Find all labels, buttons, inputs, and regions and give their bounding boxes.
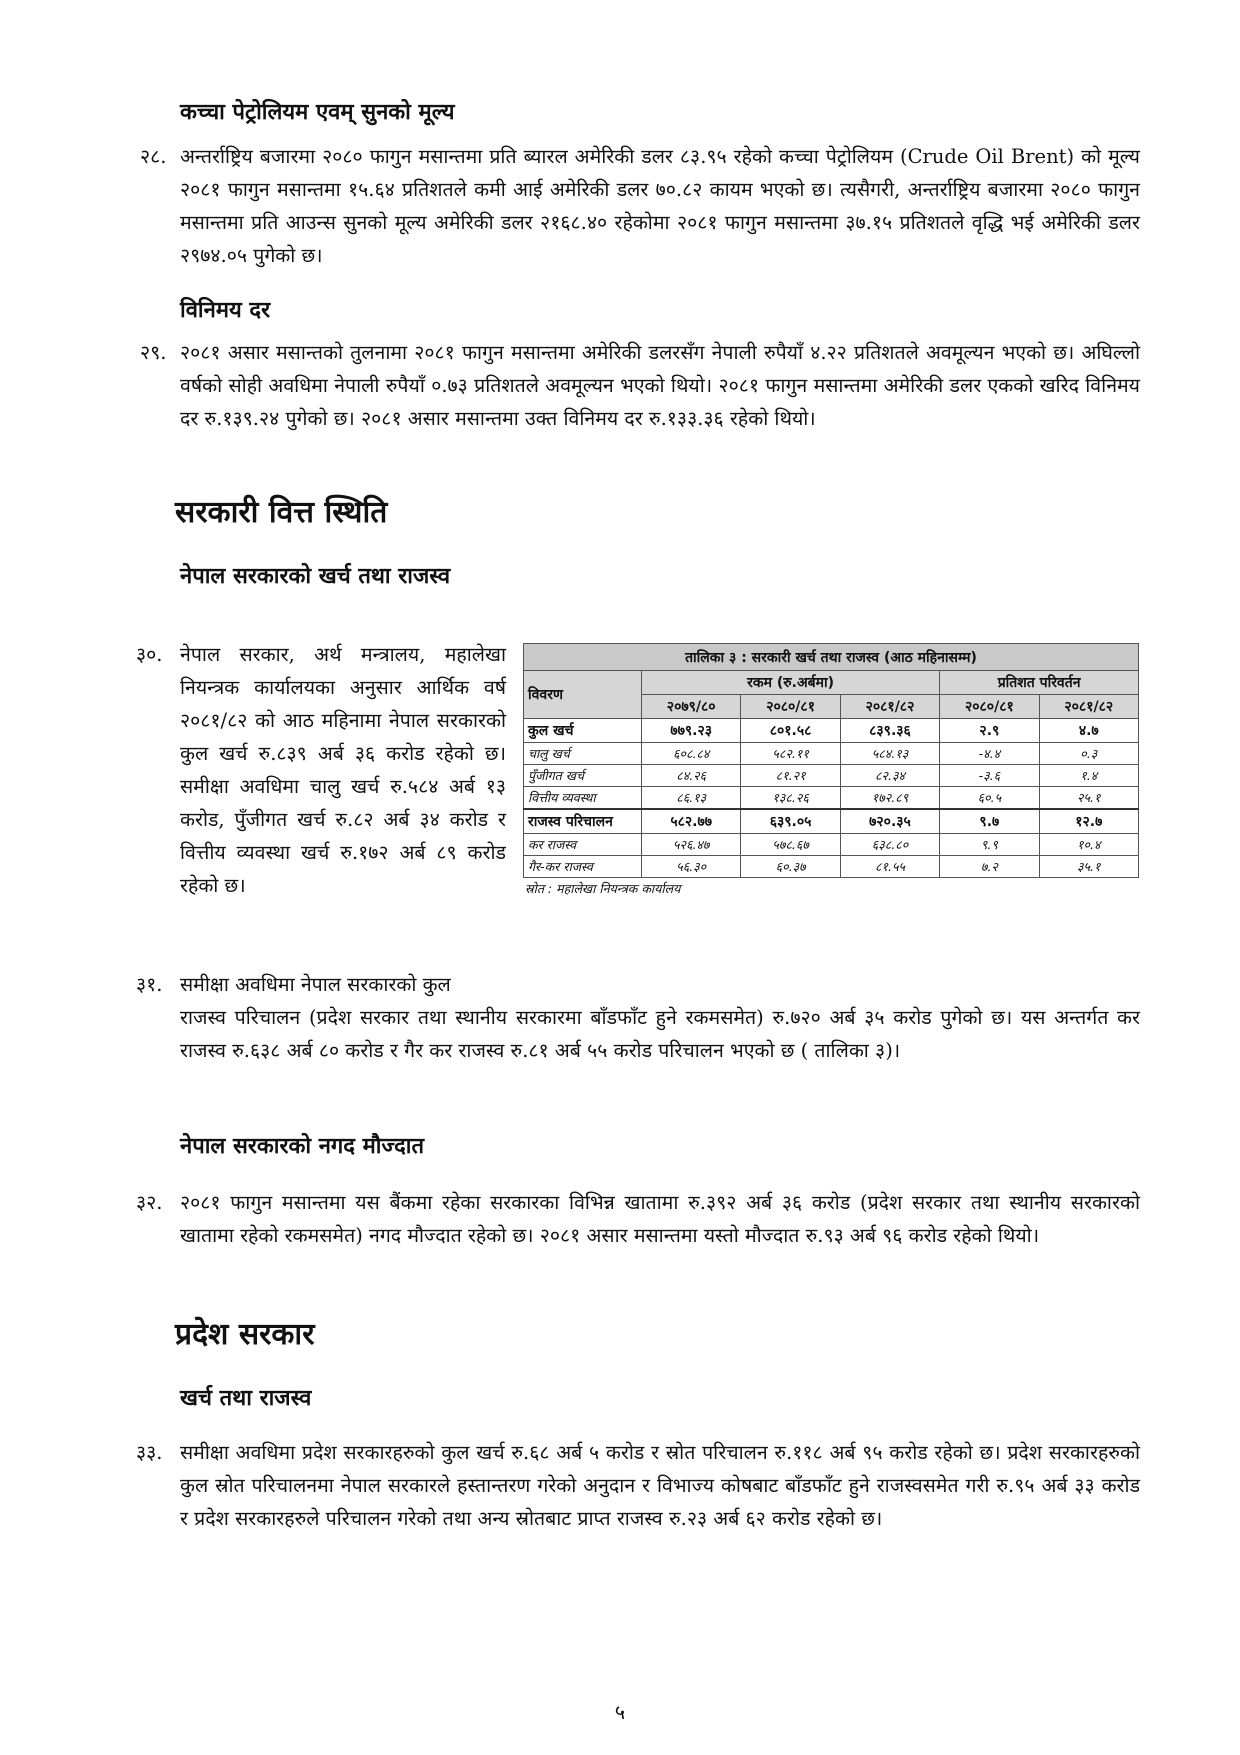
header-description: विवरण — [524, 671, 642, 719]
table-cell: ५८२.७७ — [642, 809, 741, 834]
header-year: २०८१/८२ — [840, 695, 939, 719]
paragraph-31-first-line: समीक्षा अवधिमा नेपाल सरकारको कुल — [180, 973, 451, 996]
section-heading-gov-finance: सरकारी वित्त स्थिति — [175, 495, 388, 530]
table-cell: ५२६.४७ — [642, 834, 741, 856]
table-cell: ८३९.३६ — [840, 719, 939, 743]
table-cell: ५८४.१३ — [840, 743, 939, 765]
table-cell: ८६.१३ — [642, 787, 741, 810]
table-cell: ८४.२६ — [642, 765, 741, 787]
table-cell: १२.७ — [1039, 809, 1138, 834]
table-cell: ७७९.२३ — [642, 719, 741, 743]
table-cell: ०.३ — [1039, 743, 1138, 765]
table-cell: ५८२.११ — [741, 743, 840, 765]
header-amount-group: रकम (रु.अर्बमा) — [642, 671, 940, 695]
table-row — [524, 834, 1139, 856]
row-label: पुँजीगत खर्च — [524, 765, 642, 787]
table-cell: ८२.३४ — [840, 765, 939, 787]
table-cell: २५.१ — [1039, 787, 1138, 810]
row-label: वित्तीय व्यवस्था — [524, 787, 642, 810]
expenditure-revenue-table — [523, 643, 1139, 878]
table-caption: तालिका ३ : सरकारी खर्च तथा राजस्व (आठ महिनासम्म) — [524, 644, 1139, 671]
table-cell: ७.२ — [940, 856, 1039, 878]
header-year: २०७९/८० — [642, 695, 741, 719]
table-cell: १३८.२६ — [741, 787, 840, 810]
paragraph-30: नेपाल सरकार, अर्थ मन्त्रालय, महालेखा नियन्त्रक कार्यालयका अनुसार आर्थिक वर्ष २०८१/८२ को आठ महिनामा नेपाल सरकारको कुल खर्च रु.८३९ अर्ब ३६ करोड रहेको छ। समीक्षा अवधिमा चालु खर्च रु.५८४ अर्ब १३ करोड, पुँजीगत खर्च रु.८२ अर्ब ३४ करोड र वित्तीय व्यवस्था खर्च रु.१७२ अर्ब ८९ करोड रहेको छ। — [180, 643, 506, 897]
paragraph-number: ३३. — [136, 1441, 163, 1464]
table-cell: २.९ — [940, 719, 1039, 743]
table-3-container — [523, 643, 1139, 897]
table-source-note: स्रोत : महालेखा नियन्त्रक कार्यालय — [525, 881, 681, 896]
row-label: गैर-कर राजस्व — [524, 856, 642, 878]
table-cell: ९.७ — [940, 809, 1039, 834]
paragraph-number: ३०. — [136, 643, 163, 666]
table-cell: -४.४ — [940, 743, 1039, 765]
table-cell: ५६.३० — [642, 856, 741, 878]
section-heading-exchange-rate: विनिमय दर — [180, 297, 271, 323]
table-cell: १०.४ — [1039, 834, 1138, 856]
paragraph-number: ३२. — [136, 1191, 163, 1214]
paragraph-33: समीक्षा अवधिमा प्रदेश सरकारहरुको कुल खर्च रु.६८ अर्ब ५ करोड र स्रोत परिचालन रु.११८ अर्ब ९५ करोड रहेको छ। प्रदेश सरकारहरुको कुल स्रोत परिचालनमा नेपाल सरकारले हस्तान्तरण गरेको अनुदान र विभाज्य कोषबाट बाँडफाँट हुने राजस्वसमेत गरी रु.९५ अर्ब ३३ करोड र प्रदेश सरकारहरुले परिचालन गरेको तथा अन्य स्रोतबाट प्राप्त राजस्व रु.२३ अर्ब ६२ करोड रहेको छ। — [180, 1441, 1140, 1530]
section-heading-provincial-government: प्रदेश सरकार — [175, 1317, 315, 1352]
paragraph-31: राजस्व परिचालन (प्रदेश सरकार तथा स्थानीय सरकारमा बाँडफाँट हुने रकमसमेत) रु.७२० अर्ब ३५ करोड पुगेको छ। यस अन्तर्गत कर राजस्व रु.६३८ अर्ब ८० करोड र गैर कर राजस्व रु.८१ अर्ब ५५ करोड परिचालन भएको छ ( तालिका ३)। — [180, 1006, 1140, 1062]
row-label: कुल खर्च — [524, 719, 642, 743]
row-label: चालु खर्च — [524, 743, 642, 765]
table-cell: -३.६ — [940, 765, 1039, 787]
table-row — [524, 743, 1139, 765]
table-cell: १.४ — [1039, 765, 1138, 787]
table-cell: १७२.८९ — [840, 787, 939, 810]
table-row — [524, 719, 1139, 743]
paragraph-number: २८. — [140, 145, 167, 168]
header-percent-change-group: प्रतिशत परिवर्तन — [940, 671, 1139, 695]
table-row — [524, 765, 1139, 787]
table-cell: ८१.२१ — [741, 765, 840, 787]
table-cell: ६०.३७ — [741, 856, 840, 878]
section-heading-expenditure-revenue: नेपाल सरकारको खर्च तथा राजस्व — [180, 563, 451, 589]
section-heading-provincial-expenditure: खर्च तथा राजस्व — [180, 1385, 312, 1411]
table-cell: ९.९ — [940, 834, 1039, 856]
table-cell: ६०.५ — [940, 787, 1039, 810]
row-label: कर राजस्व — [524, 834, 642, 856]
page-number: ५ — [614, 1700, 626, 1724]
table-cell: ८१.५५ — [840, 856, 939, 878]
header-year: २०८०/८१ — [940, 695, 1039, 719]
table-cell: ६३८.८० — [840, 834, 939, 856]
row-label: राजस्व परिचालन — [524, 809, 642, 834]
table-cell: ७२०.३५ — [840, 809, 939, 834]
table-cell: ४.७ — [1039, 719, 1138, 743]
table-row — [524, 787, 1139, 810]
header-year: २०८१/८२ — [1039, 695, 1138, 719]
table-cell: ८०१.५८ — [741, 719, 840, 743]
table-cell: ६०८.८४ — [642, 743, 741, 765]
section-heading-cash-balance: नेपाल सरकारको नगद मौज्दात — [180, 1133, 424, 1159]
table-row — [524, 856, 1139, 878]
table-cell: ३५.१ — [1039, 856, 1138, 878]
paragraph-29: २०८१ असार मसान्तको तुलनामा २०८१ फागुन मसान्तमा अमेरिकी डलरसँग नेपाली रुपैयाँ ४.२२ प्रतिशतले अवमूल्यन भएको छ। अघिल्लो वर्षको सोही अवधिमा नेपाली रुपैयाँ ०.७३ प्रतिशतले अवमूल्यन भएको थियो। २०८१ फागुन मसान्तमा अमेरिकी डलर एकको खरिद विनिमय दर रु.१३९.२४ पुगेको छ। २०८१ असार मसान्तमा उक्त विनिमय दर रु.१३३.३६ रहेको थियो। — [180, 341, 1140, 430]
paragraph-number: ३१. — [136, 973, 163, 996]
paragraph-number: २९. — [140, 341, 167, 364]
section-heading-crude-gold: कच्चा पेट्रोलियम एवम् सुनको मूल्य — [180, 99, 455, 125]
table-cell: ५७८.६७ — [741, 834, 840, 856]
paragraph-28: अन्तर्राष्ट्रिय बजारमा २०८० फागुन मसान्तमा प्रति ब्यारल अमेरिकी डलर ८३.९५ रहेको कच्चा पेट्रोलियम (Crude Oil Brent) को मूल्य २०८१ फागुन मसान्तमा १५.६४ प्रतिशतले कमी आई अमेरिकी डलर ७०.८२ कायम भएको छ। त्यसैगरी, अन्तर्राष्ट्रिय बजारमा २०८० फागुन मसान्तमा प्रति आउन्स सुनको मूल्य अमेरिकी डलर २१६८.४० रहेकोमा २०८१ फागुन मसान्तमा ३७.१५ प्रतिशतले वृद्धि भई अमेरिकी डलर २९७४.०५ पुगेको छ। — [180, 145, 1140, 267]
header-year: २०८०/८१ — [741, 695, 840, 719]
table-row — [524, 809, 1139, 834]
table-cell: ६३९.०५ — [741, 809, 840, 834]
paragraph-32: २०८१ फागुन मसान्तमा यस बैंकमा रहेका सरकारका विभिन्न खातामा रु.३९२ अर्ब ३६ करोड (प्रदेश सरकार तथा स्थानीय सरकारको खातामा रहेको रकमसमेत) नगद मौज्दात रहेको छ। २०८१ असार मसान्तमा यस्तो मौज्दात रु.९३ अर्ब ९६ करोड रहेको थियो। — [180, 1191, 1140, 1247]
